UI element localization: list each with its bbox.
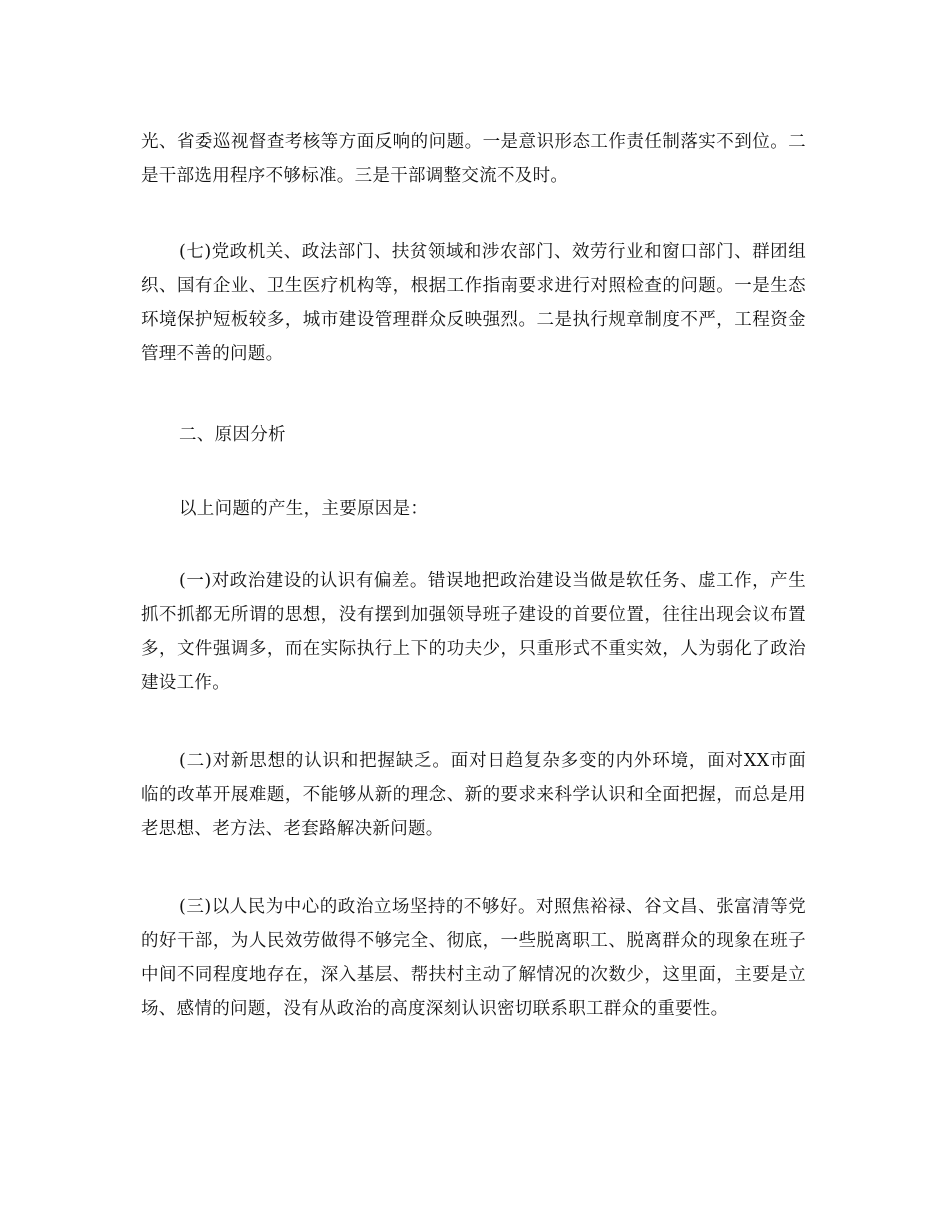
paragraph-continuation: 光、省委巡视督查考核等方面反响的问题。一是意识形态工作责任制落实不到位。二是干部选用程序不够标准。三是干部调整交流不及时。	[141, 132, 806, 186]
paragraph-item-7: (七)党政机关、政法部门、扶贫领域和涉农部门、效劳行业和窗口部门、群团组织、国有企业、卫生医疗机构等，根据工作指南要求进行对照检查的问题。一是生态环境保护短板较多，城市建设管理群众反映强烈。二是执行规章制度不严，工程资金管理不善的问题。	[141, 242, 806, 364]
paragraph-cause-1: (一)对政治建设的认识有偏差。错误地把政治建设当做是软任务、虚工作，产生抓不抓都无所谓的思想，没有摆到加强领导班子建设的首要位置，往往出现会议布置多，文件强调多，而在实际执行上下的功夫少，只重形式不重实效，人为弱化了政治建设工作。	[141, 571, 806, 693]
paragraph-cause-3: (三)以人民为中心的政治立场坚持的不够好。对照焦裕禄、谷文昌、张富清等党的好干部，为人民效劳做得不够完全、彻底，一些脱离职工、脱离群众的现象在班子中间不同程度地存在，深入基层、帮扶村主动了解情况的次数少，这里面，主要是立场、感情的问题，没有从政治的高度深刻认识密切联系职工群众的重要性。	[141, 897, 806, 1019]
paragraph-cause-2: (二)对新思想的认识和把握缺乏。面对日趋复杂多变的内外环境，面对XX市面临的改革开展难题，不能够从新的理念、新的要求来科学认识和全面把握，而总是用老思想、老方法、老套路解决新问题。	[141, 751, 806, 839]
paragraph-intro: 以上问题的产生，主要原因是：	[179, 499, 429, 519]
section-heading-cause-analysis: 二、原因分析	[179, 425, 286, 445]
